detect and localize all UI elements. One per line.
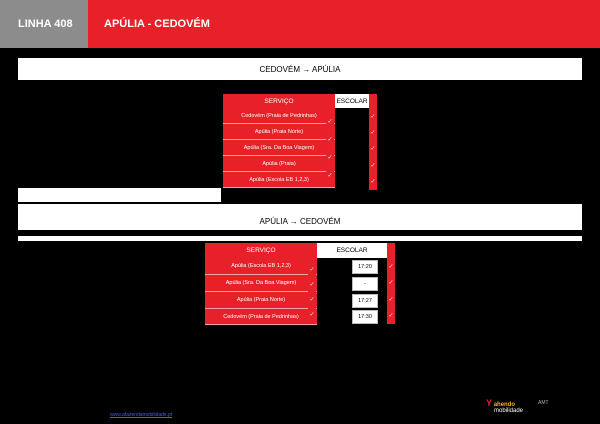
check-icon: ✓	[327, 154, 333, 161]
authority-logo: AMT	[538, 400, 549, 406]
table-row: Apúlia (Sra. Da Boa Viagem)	[205, 275, 317, 292]
route-title: APÚLIA - CEDOVÉM	[88, 0, 600, 48]
header-tab-1	[369, 94, 377, 108]
time-cell: 17:30	[352, 310, 378, 324]
time-cell: 17:27	[352, 294, 378, 308]
logo-sub: mobilidade	[494, 408, 524, 414]
table-row: Apúlia (Sra. Da Boa Viagem)	[223, 140, 335, 156]
table-row: Cedovém (Praia de Pedrinhas)	[223, 108, 335, 124]
direction-title-2: APÚLIA → CEDOVÉM	[18, 204, 582, 230]
check-column-2a	[308, 262, 316, 322]
check-icon: ✓	[388, 280, 394, 287]
check-icon: ✓	[309, 267, 315, 273]
time-cell: -	[352, 277, 378, 291]
check-column-2b	[387, 258, 395, 324]
escolar-header-1: ESCOLAR	[335, 94, 369, 108]
check-icon: ✓	[370, 113, 376, 120]
check-icon: ✓	[309, 282, 315, 288]
check-icon: ✓	[327, 118, 333, 125]
website-link[interactable]: www.afazendamobilidade.pt	[110, 412, 173, 418]
service-header-2: SERVIÇO	[205, 243, 317, 258]
table-row: Apúlia (Praia Norte)	[223, 124, 335, 140]
logo-mark-icon: Y	[486, 398, 493, 408]
table-row: Apúlia (Praia)	[223, 156, 335, 172]
check-icon: ✓	[327, 136, 333, 143]
check-icon: ✓	[388, 263, 394, 270]
check-column-1a	[326, 112, 334, 184]
divider	[18, 236, 582, 241]
check-icon: ✓	[370, 179, 376, 186]
check-icon: ✓	[388, 313, 394, 320]
check-column-1b	[369, 108, 377, 190]
line-number: LINHA 408	[0, 0, 88, 48]
direction-title-1: CEDOVÉM → APÚLIA	[18, 58, 582, 80]
table-row: Apúlia (Praia Norte)	[205, 292, 317, 309]
check-icon: ✓	[388, 296, 394, 303]
header-tab-2	[387, 243, 395, 258]
table-row: Apúlia (Escola EB 1,2,3)	[205, 258, 317, 275]
check-icon: ✓	[309, 297, 315, 303]
check-icon: ✓	[370, 162, 376, 169]
table-row: Cedovém (Praia de Pedrinhas)	[205, 309, 317, 325]
blank-block	[18, 188, 221, 202]
check-icon: ✓	[309, 312, 315, 318]
escolar-header-2: ESCOLAR	[317, 243, 387, 258]
time-cell: 17:20	[352, 260, 378, 274]
operator-logo	[486, 398, 523, 414]
service-header-1: SERVIÇO	[223, 94, 335, 108]
logo-brand: ahendo	[493, 402, 516, 408]
check-icon: ✓	[327, 172, 333, 179]
table-row: Apúlia (Escola EB 1,2,3)	[223, 172, 335, 188]
check-icon: ✓	[370, 130, 376, 137]
check-icon: ✓	[370, 146, 376, 153]
